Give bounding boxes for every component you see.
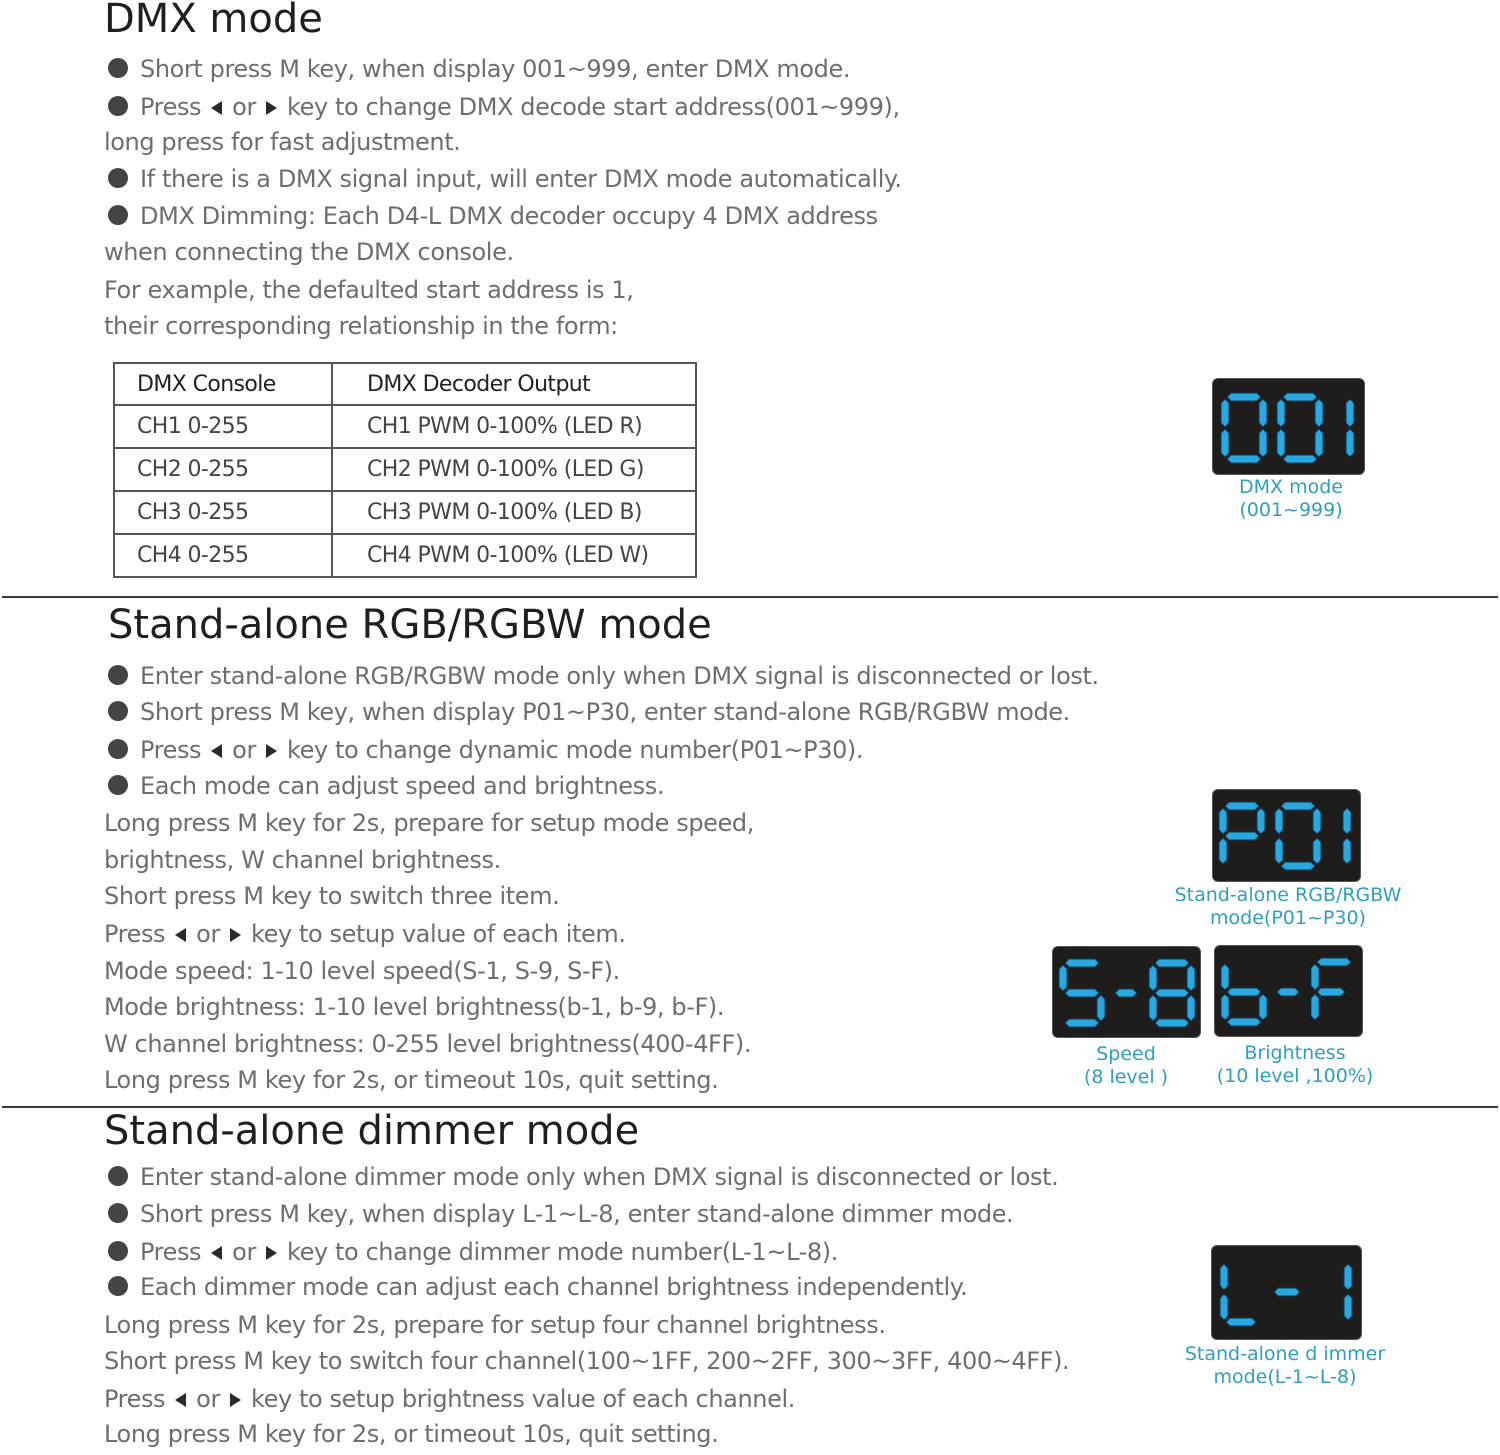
table-row xyxy=(114,448,696,491)
table-cell: CH2 PWM 0-100% (LED G) xyxy=(332,448,696,491)
bullet-icon xyxy=(108,205,128,225)
rgb-line-3: Press or key to change dynamic mode number(P01~P30). xyxy=(108,736,863,764)
table-row xyxy=(114,405,696,448)
section-title-rgb-mode: Stand-alone RGB/RGBW mode xyxy=(108,602,712,648)
dimmer-line-4: Each dimmer mode can adjust each channel brightness independently. xyxy=(108,1273,967,1301)
table-header-cell: DMX Console xyxy=(114,363,332,405)
table-header-row xyxy=(114,363,696,405)
bullet-icon xyxy=(108,1276,128,1296)
dmx-line-6: when connecting the DMX console. xyxy=(104,238,514,266)
dmx-line-2: Press or key to change DMX decode start address(001~999), xyxy=(108,93,900,121)
right-arrow-key-icon xyxy=(266,1246,277,1260)
seven-segment-001-icon xyxy=(1213,379,1364,474)
lcd-caption-dimmer: Stand-alone d immer mode(L-1~L-8) xyxy=(1184,1343,1386,1388)
lcd-caption-dmx: DMX mode (001~999) xyxy=(1239,476,1343,521)
lcd-display-brightness xyxy=(1215,946,1362,1036)
bullet-icon xyxy=(108,739,128,759)
rgb-line-7: Short press M key to switch three item. xyxy=(104,882,560,910)
dimmer-line-1: Enter stand-alone dimmer mode only when DMX signal is disconnected or lost. xyxy=(108,1163,1058,1191)
lcd-caption-speed: Speed (8 level ) xyxy=(1083,1043,1169,1088)
seven-segment-s8-icon xyxy=(1053,947,1200,1037)
lcd-caption-brightness: Brightness (10 level ,100%) xyxy=(1216,1042,1374,1087)
dmx-line-1: Short press M key, when display 001~999, enter DMX mode. xyxy=(108,55,850,83)
dmx-line-7: For example, the defaulted start address is 1, xyxy=(104,276,634,304)
seven-segment-bf-icon xyxy=(1215,946,1362,1036)
table-cell: CH3 PWM 0-100% (LED B) xyxy=(332,491,696,534)
table-cell: CH2 0-255 xyxy=(114,448,332,491)
rgb-line-12: Long press M key for 2s, or timeout 10s, quit setting. xyxy=(104,1066,719,1094)
table-cell: CH4 PWM 0-100% (LED W) xyxy=(332,534,696,577)
lcd-caption-rgb-mode: Stand-alone RGB/RGBW mode(P01~P30) xyxy=(1174,884,1402,929)
section-divider xyxy=(2,596,1498,598)
dimmer-line-7: Press or key to setup brightness value of each channel. xyxy=(104,1385,795,1413)
dimmer-line-5: Long press M key for 2s, prepare for setup four channel brightness. xyxy=(104,1311,886,1339)
dmx-line-4: If there is a DMX signal input, will enter DMX mode automatically. xyxy=(108,165,902,193)
rgb-line-9: Mode speed: 1-10 level speed(S-1, S-9, S-F). xyxy=(104,957,620,985)
rgb-line-2: Short press M key, when display P01~P30, enter stand-alone RGB/RGBW mode. xyxy=(108,698,1070,726)
seven-segment-p01-icon xyxy=(1213,790,1360,881)
section-title-dmx-mode: DMX mode xyxy=(104,0,323,42)
left-arrow-key-icon xyxy=(175,1393,186,1407)
section-title-dimmer-mode: Stand-alone dimmer mode xyxy=(104,1108,640,1154)
lcd-display-speed xyxy=(1053,947,1200,1037)
rgb-line-4: Each mode can adjust speed and brightness. xyxy=(108,772,664,800)
dimmer-line-6: Short press M key to switch four channel(100~1FF, 200~2FF, 300~3FF, 400~4FF). xyxy=(104,1347,1070,1375)
lcd-display-dimmer xyxy=(1212,1246,1361,1339)
left-arrow-key-icon xyxy=(175,928,186,942)
left-arrow-key-icon xyxy=(211,1246,222,1260)
bullet-icon xyxy=(108,701,128,721)
right-arrow-key-icon xyxy=(230,1393,241,1407)
bullet-icon xyxy=(108,1203,128,1223)
table-cell: CH3 0-255 xyxy=(114,491,332,534)
table-cell: CH1 0-255 xyxy=(114,405,332,448)
table-cell: CH4 0-255 xyxy=(114,534,332,577)
table-header-cell: DMX Decoder Output xyxy=(332,363,696,405)
table-row xyxy=(114,491,696,534)
dimmer-line-8: Long press M key for 2s, or timeout 10s, quit setting. xyxy=(104,1420,719,1448)
dmx-line-3: long press for fast adjustment. xyxy=(104,128,461,156)
seven-segment-l1-icon xyxy=(1212,1246,1361,1339)
rgb-line-1: Enter stand-alone RGB/RGBW mode only when DMX signal is disconnected or lost. xyxy=(108,662,1099,690)
bullet-icon xyxy=(108,665,128,685)
table-cell: CH1 PWM 0-100% (LED R) xyxy=(332,405,696,448)
rgb-line-6: brightness, W channel brightness. xyxy=(104,846,501,874)
table-row xyxy=(114,534,696,577)
right-arrow-key-icon xyxy=(266,101,277,115)
rgb-line-5: Long press M key for 2s, prepare for setup mode speed, xyxy=(104,809,754,837)
left-arrow-key-icon xyxy=(211,744,222,758)
dimmer-line-2: Short press M key, when display L-1~L-8, enter stand-alone dimmer mode. xyxy=(108,1200,1013,1228)
bullet-icon xyxy=(108,58,128,78)
right-arrow-key-icon xyxy=(266,744,277,758)
bullet-icon xyxy=(108,1241,128,1261)
dimmer-line-3: Press or key to change dimmer mode number(L-1~L-8). xyxy=(108,1238,838,1266)
rgb-line-8: Press or key to setup value of each item. xyxy=(104,920,626,948)
bullet-icon xyxy=(108,168,128,188)
bullet-icon xyxy=(108,96,128,116)
bullet-icon xyxy=(108,1166,128,1186)
left-arrow-key-icon xyxy=(211,101,222,115)
lcd-display-rgb-mode xyxy=(1213,790,1360,881)
rgb-line-11: W channel brightness: 0-255 level brightness(400-4FF). xyxy=(104,1030,752,1058)
rgb-line-10: Mode brightness: 1-10 level brightness(b-1, b-9, b-F). xyxy=(104,993,725,1021)
lcd-display-dmx xyxy=(1213,379,1364,474)
dmx-channel-table xyxy=(113,362,697,578)
right-arrow-key-icon xyxy=(230,928,241,942)
bullet-icon xyxy=(108,775,128,795)
dmx-line-5: DMX Dimming: Each D4-L DMX decoder occupy 4 DMX address xyxy=(108,202,878,230)
dmx-line-8: their corresponding relationship in the form: xyxy=(104,312,618,340)
